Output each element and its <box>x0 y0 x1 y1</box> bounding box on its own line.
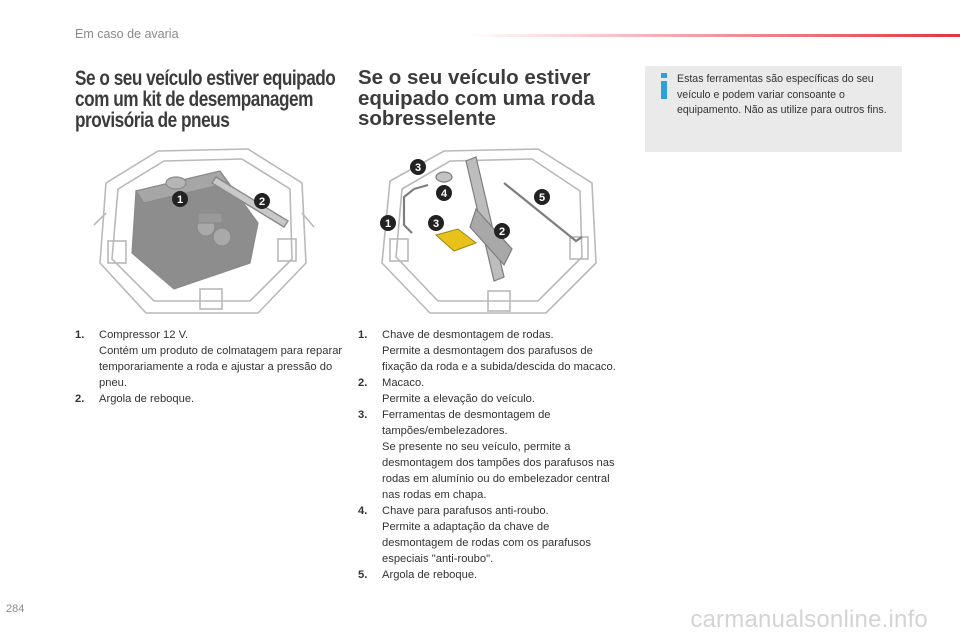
item-text: Macaco. Permite a elevação do veículo. <box>382 377 535 405</box>
item-number: 3. <box>358 409 368 421</box>
callout-4: 4 <box>440 188 448 200</box>
watermark: carmanualsonline.info <box>690 606 928 633</box>
list-item <box>358 567 623 583</box>
item-text: Argola de reboque. <box>99 393 195 405</box>
item-number: 2. <box>75 393 85 405</box>
item-number: 2. <box>358 377 368 389</box>
callout-1: 1 <box>384 218 392 230</box>
item-text: Ferramentas de desmontagem de tampões/embelezadores. Se presente no seu veículo, permite a desmontagem dos tampões dos parafusos nas rodas em alumínio ou do embelezador central nas rodas em chapa. <box>382 409 615 501</box>
callout-5: 5 <box>538 192 546 204</box>
callout-1: 1 <box>176 194 184 206</box>
list-item <box>358 407 623 503</box>
page-number: 284 <box>6 603 25 615</box>
header-accent-line <box>465 34 960 37</box>
list-item <box>358 327 623 375</box>
info-icon <box>659 73 669 99</box>
item-number: 4. <box>358 505 368 517</box>
spare-wheel-tools-illustration <box>370 145 608 317</box>
list-item <box>358 503 623 567</box>
callout-2: 2 <box>498 226 506 238</box>
callout-3a: 3 <box>414 162 422 174</box>
callout-2: 2 <box>258 196 266 208</box>
mid-section-title: Se o seu veículo estiver equipado com uma roda sobresselente <box>358 66 595 130</box>
item-number: 1. <box>358 329 368 341</box>
list-item <box>358 375 623 407</box>
item-text: Argola de reboque. <box>382 569 478 581</box>
item-text: Chave para parafusos anti-roubo. Permite a adaptação da chave de desmontagem de rodas com os parafusos especiais "anti-roubo". <box>382 505 591 565</box>
item-text: Chave de desmontagem de rodas. Permite a desmontagem dos parafusos de fixação da roda e a subida/descida do macaco. <box>382 329 616 373</box>
compressor-kit-illustration <box>88 143 316 317</box>
compressor-kit-list <box>75 327 345 407</box>
spare-wheel-tools-list <box>358 327 623 583</box>
list-item <box>75 391 345 407</box>
info-note-box <box>645 66 902 152</box>
section-header: Em caso de avaria <box>75 27 179 41</box>
info-note-text: Estas ferramentas são específicas do seu veículo e podem variar consoante o equipamento. Não as utilize para outros fins. <box>677 73 887 116</box>
list-item <box>75 327 345 391</box>
item-text: Compressor 12 V. Contém um produto de colmatagem para reparar temporariamente a roda e ajustar a pressão do pneu. <box>99 329 343 389</box>
left-section-title: Se o seu veículo estiver equipado com um kit de desempanagem provisória de pneus <box>75 67 336 132</box>
item-number: 1. <box>75 329 85 341</box>
item-number: 5. <box>358 569 368 581</box>
callout-3b: 3 <box>432 218 440 230</box>
